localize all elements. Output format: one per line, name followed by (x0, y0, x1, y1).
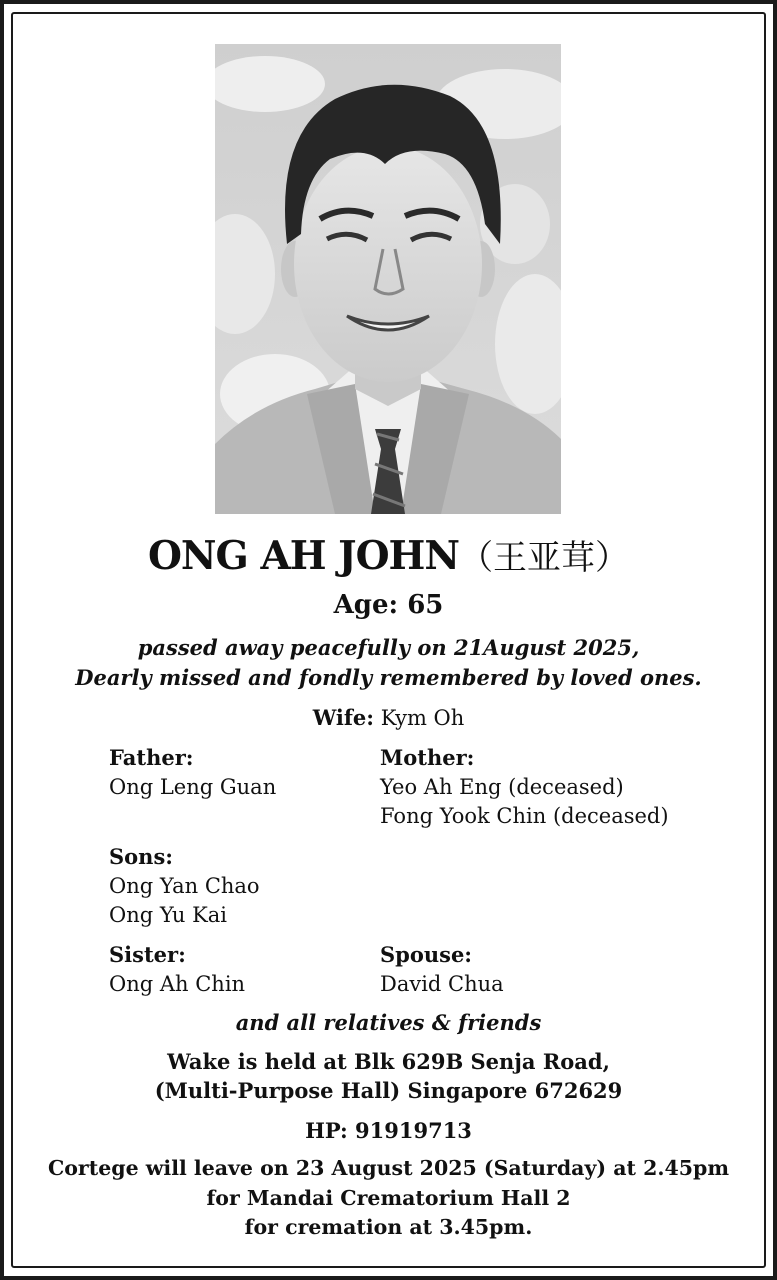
sister-name: Ong Ah Chin (109, 971, 246, 996)
father-label: Father: (109, 745, 194, 770)
age-line (0, 590, 777, 620)
wake-line-2: (Multi-Purpose Hall) Singapore 672629 (154, 1078, 623, 1103)
mother-block (380, 743, 669, 832)
cortege-line-2: for Mandai Crematorium Hall 2 (206, 1186, 571, 1210)
cortege-line-1: Cortege will leave on 23 August 2025 (Saturday) at 2.45pm (47, 1156, 730, 1180)
wife-name: Kym Oh (380, 706, 465, 730)
deceased-name-chinese: （王亚茸） (459, 538, 630, 578)
deceased-name-english: ONG AH JOHN (147, 533, 460, 579)
spouse-label: Spouse: (380, 942, 473, 967)
father-name: Ong Leng Guan (109, 774, 277, 799)
contact-number: HP: 91919713 (305, 1118, 472, 1143)
sister-block (109, 940, 245, 999)
spouse-block (380, 940, 504, 999)
sons-label: Sons: (109, 844, 174, 869)
sister-label: Sister: (109, 942, 186, 967)
relatives-line: and all relatives & friends (235, 1010, 542, 1035)
passing-message-line-2: Dearly missed and fondly remembered by loved ones. (75, 665, 702, 690)
son-name: Ong Yan Chao (109, 873, 260, 898)
age-label: Age: (333, 590, 399, 620)
portrait-photo (215, 44, 561, 514)
wife-line (0, 705, 777, 730)
age-value: 65 (407, 590, 444, 620)
deceased-name (0, 530, 777, 579)
mother-name: Yeo Ah Eng (deceased) (380, 774, 624, 799)
passing-message-line-1: passed away peacefully on 21August 2025, (137, 635, 640, 660)
spouse-name: David Chua (380, 971, 504, 996)
mother-name: Fong Yook Chin (deceased) (380, 804, 669, 828)
sons-block (109, 842, 260, 931)
wife-label: Wife: (312, 705, 375, 730)
son-name: Ong Yu Kai (109, 903, 228, 927)
cortege-line-3: for cremation at 3.45pm. (244, 1215, 533, 1239)
mother-label: Mother: (380, 745, 475, 770)
wake-line-1: Wake is held at Blk 629B Senja Road, (167, 1049, 610, 1074)
father-block (109, 743, 276, 802)
